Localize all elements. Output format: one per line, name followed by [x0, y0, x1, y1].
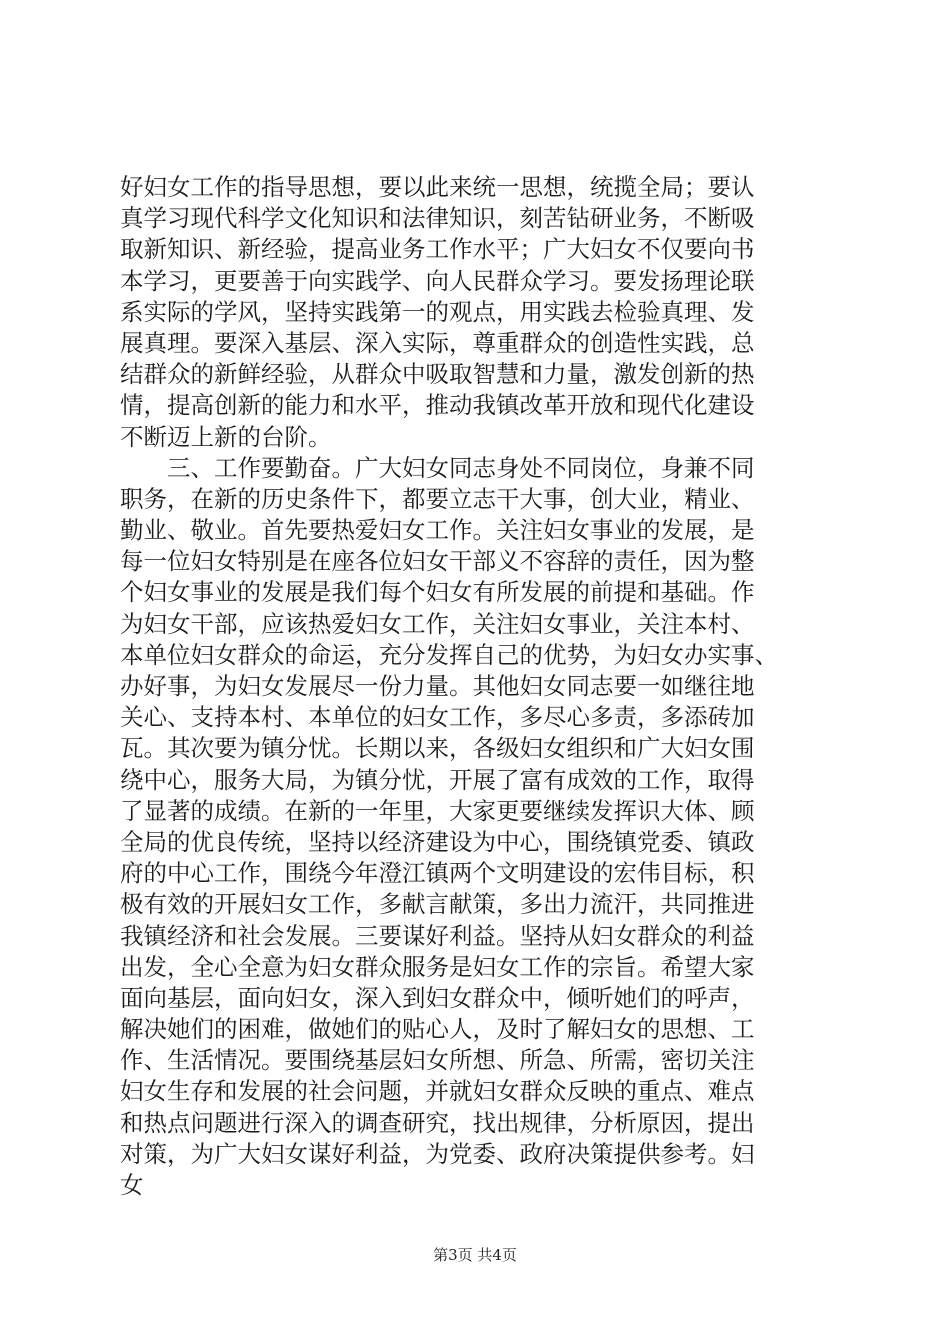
text-line: 极有效的开展妇女工作，多献言献策，多出力流汗，共同推进 — [120, 890, 755, 919]
text-line: 出发，全心全意为妇女群众服务是妇女工作的宗旨。希望大家 — [120, 952, 755, 981]
text-line: 办好事，为妇女发展尽一份力量。其他妇女同志要一如继往地 — [120, 672, 755, 700]
text-line: 了显著的成绩。在新的一年里，大家更要继续发挥识大体、顾 — [120, 796, 755, 825]
text-line: 关心、支持本村、本单位的妇女工作，多尽心多责，多添砖加 — [120, 703, 755, 732]
text-line: 妇女生存和发展的社会问题，并就妇女群众反映的重点、难点 — [120, 1077, 755, 1106]
text-line: 对策，为广大妇女谋好利益，为党委、政府决策提供参考。妇 — [120, 1139, 755, 1168]
text-line: 真学习现代科学文化知识和法律知识，刻苦钻研业务，不断吸 — [120, 204, 755, 233]
text-line: 绕中心，服务大局，为镇分忧，开展了富有成效的工作，取得 — [120, 765, 755, 794]
text-line: 系实际的学风，坚持实践第一的观点，用实践去检验真理、发 — [120, 297, 755, 326]
text-line: 职务，在新的历史条件下，都要立志干大事，创大业，精业、 — [120, 484, 755, 513]
text-line: 我镇经济和社会发展。三要谋好利益。坚持从妇女群众的利益 — [120, 921, 755, 950]
text-line: 结群众的新鲜经验，从群众中吸取智慧和力量，激发创新的热 — [120, 360, 755, 389]
body-text — [120, 172, 840, 1201]
text-line: 瓦。其次要为镇分忧。长期以来，各级妇女组织和广大妇女围 — [120, 734, 755, 763]
text-line: 为妇女干部，应该热爱妇女工作，关注妇女事业，关注本村、 — [120, 609, 755, 638]
text-line: 勤业、敬业。首先要热爱妇女工作。关注妇女事业的发展，是 — [120, 516, 755, 545]
text-line: 不断迈上新的台阶。 — [120, 422, 332, 451]
text-line: 取新知识、新经验，提高业务工作水平；广大妇女不仅要向书 — [120, 235, 755, 264]
text-line: 本单位妇女群众的命运，充分发挥自己的优势，为妇女办实事、 — [120, 640, 778, 669]
paragraph-start-line: 三、工作要勤奋。广大妇女同志身处不同岗位，身兼不同 — [167, 453, 755, 482]
text-line: 和热点问题进行深入的调查研究，找出规律，分析原因，提出 — [120, 1108, 755, 1137]
text-line: 本学习，更要善于向实践学、向人民群众学习。要发扬理论联 — [120, 266, 755, 295]
text-line: 展真理。要深入基层、深入实际，尊重群众的创造性实践，总 — [120, 328, 755, 357]
text-line: 解决她们的困难，做她们的贴心人，及时了解妇女的思想、工 — [120, 1015, 755, 1044]
text-line: 个妇女事业的发展是我们每个妇女有所发展的前提和基础。作 — [120, 578, 755, 607]
page-number-footer: 第3页 共4页 — [433, 1246, 517, 1264]
text-line: 全局的优良传统，坚持以经济建设为中心，围绕镇党委、镇政 — [120, 827, 755, 856]
text-line: 作、生活情况。要围绕基层妇女所想、所急、所需，密切关注 — [120, 1046, 755, 1075]
text-line: 女 — [120, 1171, 144, 1199]
text-line: 情，提高创新的能力和水平，推动我镇改革开放和现代化建设 — [120, 391, 755, 420]
text-line: 好妇女工作的指导思想，要以此来统一思想，统揽全局；要认 — [120, 173, 755, 201]
text-line: 府的中心工作，围绕今年澄江镇两个文明建设的宏伟目标，积 — [120, 859, 755, 888]
text-line: 每一位妇女特别是在座各位妇女干部义不容辞的责任，因为整 — [120, 547, 755, 576]
text-line: 面向基层，面向妇女，深入到妇女群众中，倾听她们的呼声， — [120, 983, 755, 1012]
